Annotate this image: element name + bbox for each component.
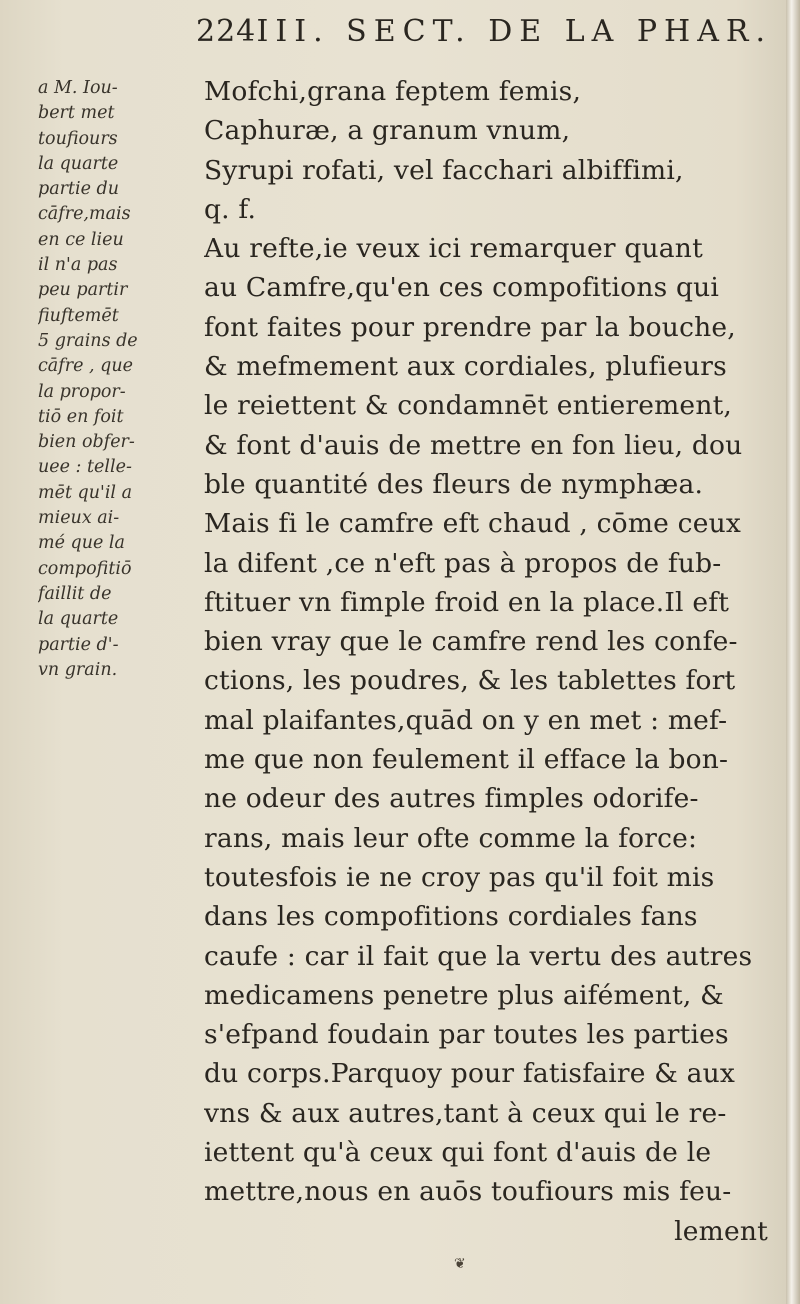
margin-note-line: la quarte (38, 609, 119, 630)
margin-note-line: faillit de (38, 583, 112, 604)
text-line: ftituer vn fimple froid en la place.Il eft (204, 586, 730, 618)
margin-note-line: 5 grains de (38, 330, 138, 351)
text-line: rans, mais leur ofte comme la force: (204, 822, 698, 854)
margin-note-line: mé que la (38, 533, 125, 554)
margin-note-line: mieux ai- (38, 508, 120, 529)
margin-note-line: fiuftemēt (38, 305, 119, 326)
text-line: iettent qu'à ceux qui font d'auis de le (204, 1137, 712, 1169)
text-line: vns & aux autres,tant à ceux qui le re- (204, 1097, 727, 1129)
page-edge (786, 0, 800, 1304)
text-line: le reiettent & condamnēt entierement, (204, 390, 733, 422)
text-line: caufe : car il fait que la vertu des autres (204, 940, 753, 972)
text-line: Caphuræ, a granum vnum, (204, 115, 571, 147)
text-line: ctions, les poudres, & les tablettes fort (204, 665, 736, 697)
catchword: lement (674, 1215, 768, 1247)
margin-note-line: toufiours (38, 128, 118, 149)
margin-note-line: partie d'- (38, 634, 119, 655)
margin-note-line: partie du (38, 179, 120, 200)
margin-note-line: cāfre,mais (38, 204, 131, 225)
margin-note-line: mēt qu'il a (38, 482, 133, 503)
printer-ornament-icon: ❦ (454, 1256, 466, 1272)
margin-note-line: compofitiō (38, 558, 132, 579)
text-line: q. f. (204, 193, 257, 225)
text-line: mettre,nous en auōs toufiours mis feu- (204, 1176, 732, 1208)
running-header (196, 14, 776, 62)
text-line: font faites pour prendre par la bouche, (204, 311, 736, 343)
text-line: Au refte,ie veux ici remarquer quant (204, 233, 703, 265)
text-line: & font d'auis de mettre en fon lieu, dou (204, 429, 743, 461)
text-line: bien vray que le camfre rend les confe- (204, 626, 738, 658)
text-line: medicamens penetre plus aifément, & (204, 979, 724, 1011)
margin-note (38, 76, 198, 683)
text-line: ne odeur des autres fimples odorife- (204, 783, 699, 815)
margin-note-line: la propor- (38, 381, 126, 402)
margin-note-line: cāfre , que (38, 356, 133, 377)
text-line: mal plaifantes,quād on y en met : mef- (204, 704, 728, 736)
text-line: s'efpand foudain par toutes les parties (204, 1019, 729, 1051)
body-text (204, 72, 784, 1251)
text-line: & mefmement aux cordiales, plufieurs (204, 351, 727, 383)
text-line: Syrupi rofati, vel facchari albiffimi, (204, 154, 684, 186)
text-line: toutesfois ie ne croy pas qu'il foit mis (204, 861, 715, 893)
margin-note-line: il n'a pas (38, 255, 118, 276)
margin-note-line: la quarte (38, 153, 119, 174)
text-line: du corps.Parquoy pour fatisfaire & aux (204, 1058, 736, 1090)
margin-note-line: a M. Iou- (38, 78, 118, 98)
text-line: me que non feulement il efface la bon- (204, 744, 729, 776)
margin-note-line: bien obfer- (38, 432, 135, 453)
margin-note-line: en ce lieu (38, 229, 124, 250)
section-title: III. SECT. DE LA PHAR. (256, 14, 772, 49)
margin-note-line: uee : telle- (38, 457, 132, 478)
margin-note-line: vn grain. (38, 659, 118, 680)
text-line: ble quantité des fleurs de nymphæa. (204, 468, 704, 500)
text-line: dans les compofitions cordiales fans (204, 901, 698, 933)
margin-note-line: tiō en foit (38, 406, 124, 427)
margin-note-line: bert met (38, 103, 115, 124)
margin-note-line: peu partir (38, 280, 128, 301)
page-number: 224 (196, 14, 257, 49)
text-line: la difent ,ce n'eft pas à propos de fub- (204, 547, 722, 579)
text-line: Mais fi le camfre eft chaud , cōme ceux (204, 508, 742, 540)
text-line: au Camfre,qu'en ces compofitions qui (204, 272, 720, 304)
text-line: Mofchi,grana feptem femis, (204, 76, 582, 107)
